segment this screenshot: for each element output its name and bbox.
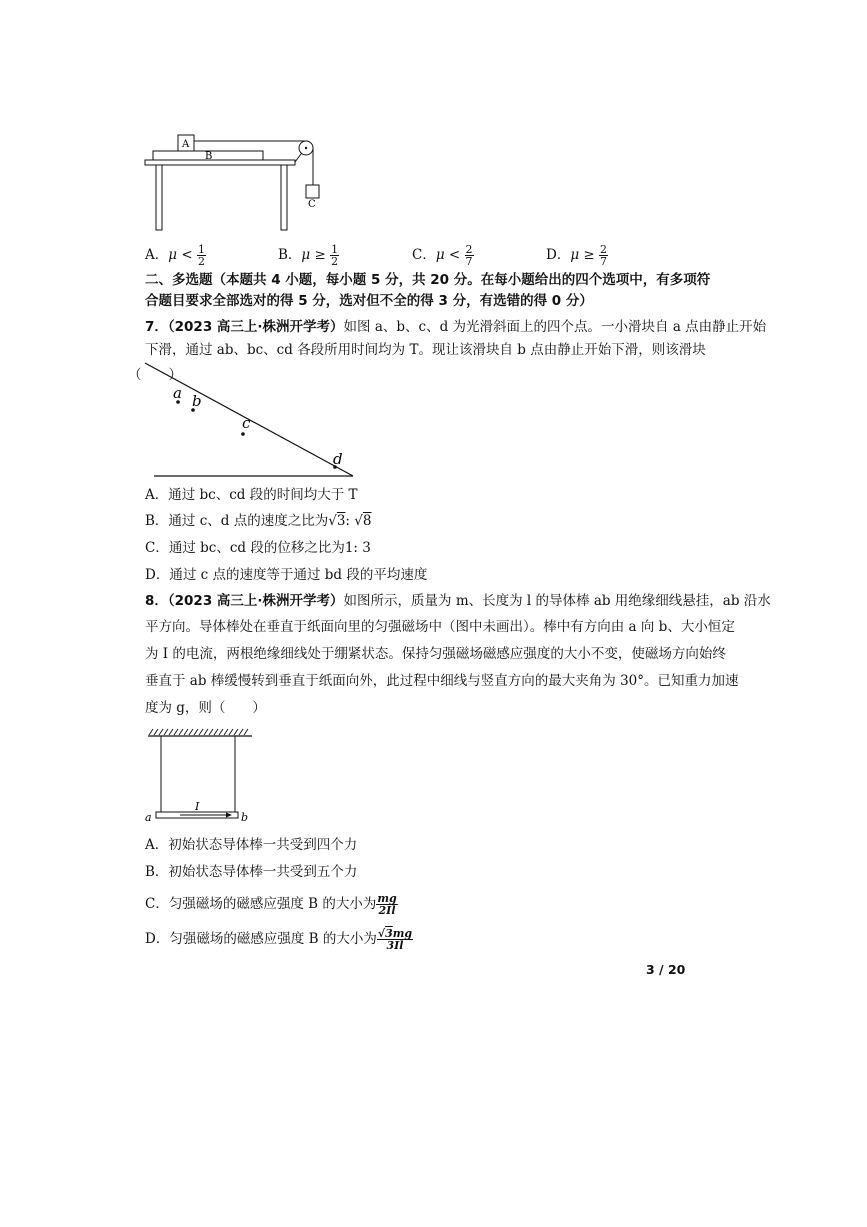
point-a-label: a [173,384,182,402]
page-number: 3 / 20 [646,962,686,977]
section-heading-line2: 合题目要求全部选对的得 5 分，选对但不全的得 3 分，有选错的得 0 分） [145,293,593,309]
q8-option-c: C．匀强磁场的磁感应强度 B 的大小为 $\frac{mg}{2Il}$ [145,892,397,917]
q6-option-c: C．μ < $\frac{2}{7}$ [412,243,473,268]
q8-line2: 平方向。导体棒处在垂直于纸面向里的匀强磁场中（图中未画出）。棒中有方向由 a 向 b、大小恒定 [145,619,735,635]
point-c-label: c [242,414,251,432]
q7-option-b: B．通过 c、d 点的速度之比为√3: √8 [145,513,372,529]
rod-end-a-label: a [145,811,152,824]
current-label: I [195,800,200,813]
q8-option-d: D．匀强磁场的磁感应强度 B 的大小为 $\frac{√3mg}{3Il}$ [145,927,413,952]
figure-incline [140,358,360,483]
q7-line2: 下滑，通过 ab、bc、cd 各段所用时间均为 T。现让该滑块自 b 点由静止开始下滑，则该滑块 [145,342,706,358]
q8-line4: 垂直于 ab 棒缓慢转到垂直于纸面向外，此过程中细线与竖直方向的最大夹角为 30°。已知重力加速 [145,673,739,689]
q8-option-a: A．初始状态导体棒一共受到四个力 [145,837,358,853]
q6-option-a: A．μ < $\frac{1}{2}$ [145,243,205,268]
q8-option-b: B．初始状态导体棒一共受到五个力 [145,864,358,880]
figure-hanging-rod [140,726,260,828]
q8-line3: 为 I 的电流，两根绝缘细线处于绷紧状态。保持匀强磁场磁感应强度的大小不变，使磁场方向始终 [145,646,726,662]
q7-blank: （ ） [128,367,182,383]
point-d-label: d [333,450,343,468]
figure-table-pulley [140,128,330,240]
q7-option-c: C．通过 bc、cd 段的位移之比为1: 3 [145,540,371,556]
q7-line1: 7．（2023 高三上·株洲开学考）如图 a、b、c、d 为光滑斜面上的四个点。一小滑块自 a 点由静止开始 [145,319,767,335]
q8-line1: 8．（2023 高三上·株洲开学考）如图所示，质量为 m、长度为 l 的导体棒 ab 用绝缘细线悬挂，ab 沿水 [145,593,771,609]
label-board-b: B [205,151,213,162]
section-heading-line1: 二、多选题（本题共 4 小题，每小题 5 分，共 20 分。在每小题给出的四个选项中，有多项符 [145,272,711,288]
rod-end-b-label: b [241,811,249,824]
label-block-c: C [308,199,316,210]
q6-option-d: D．μ ≥ $\frac{2}{7}$ [546,243,608,268]
q7-option-a: A．通过 bc、cd 段的时间均大于 T [145,487,358,503]
q8-line5: 度为 g，则（ ） [145,700,266,716]
q6-option-b: B．μ ≥ $\frac{1}{2}$ [278,243,339,268]
label-block-a: A [182,139,190,150]
point-b-label: b [192,392,202,410]
q7-option-d: D．通过 c 点的速度等于通过 bd 段的平均速度 [145,567,428,583]
